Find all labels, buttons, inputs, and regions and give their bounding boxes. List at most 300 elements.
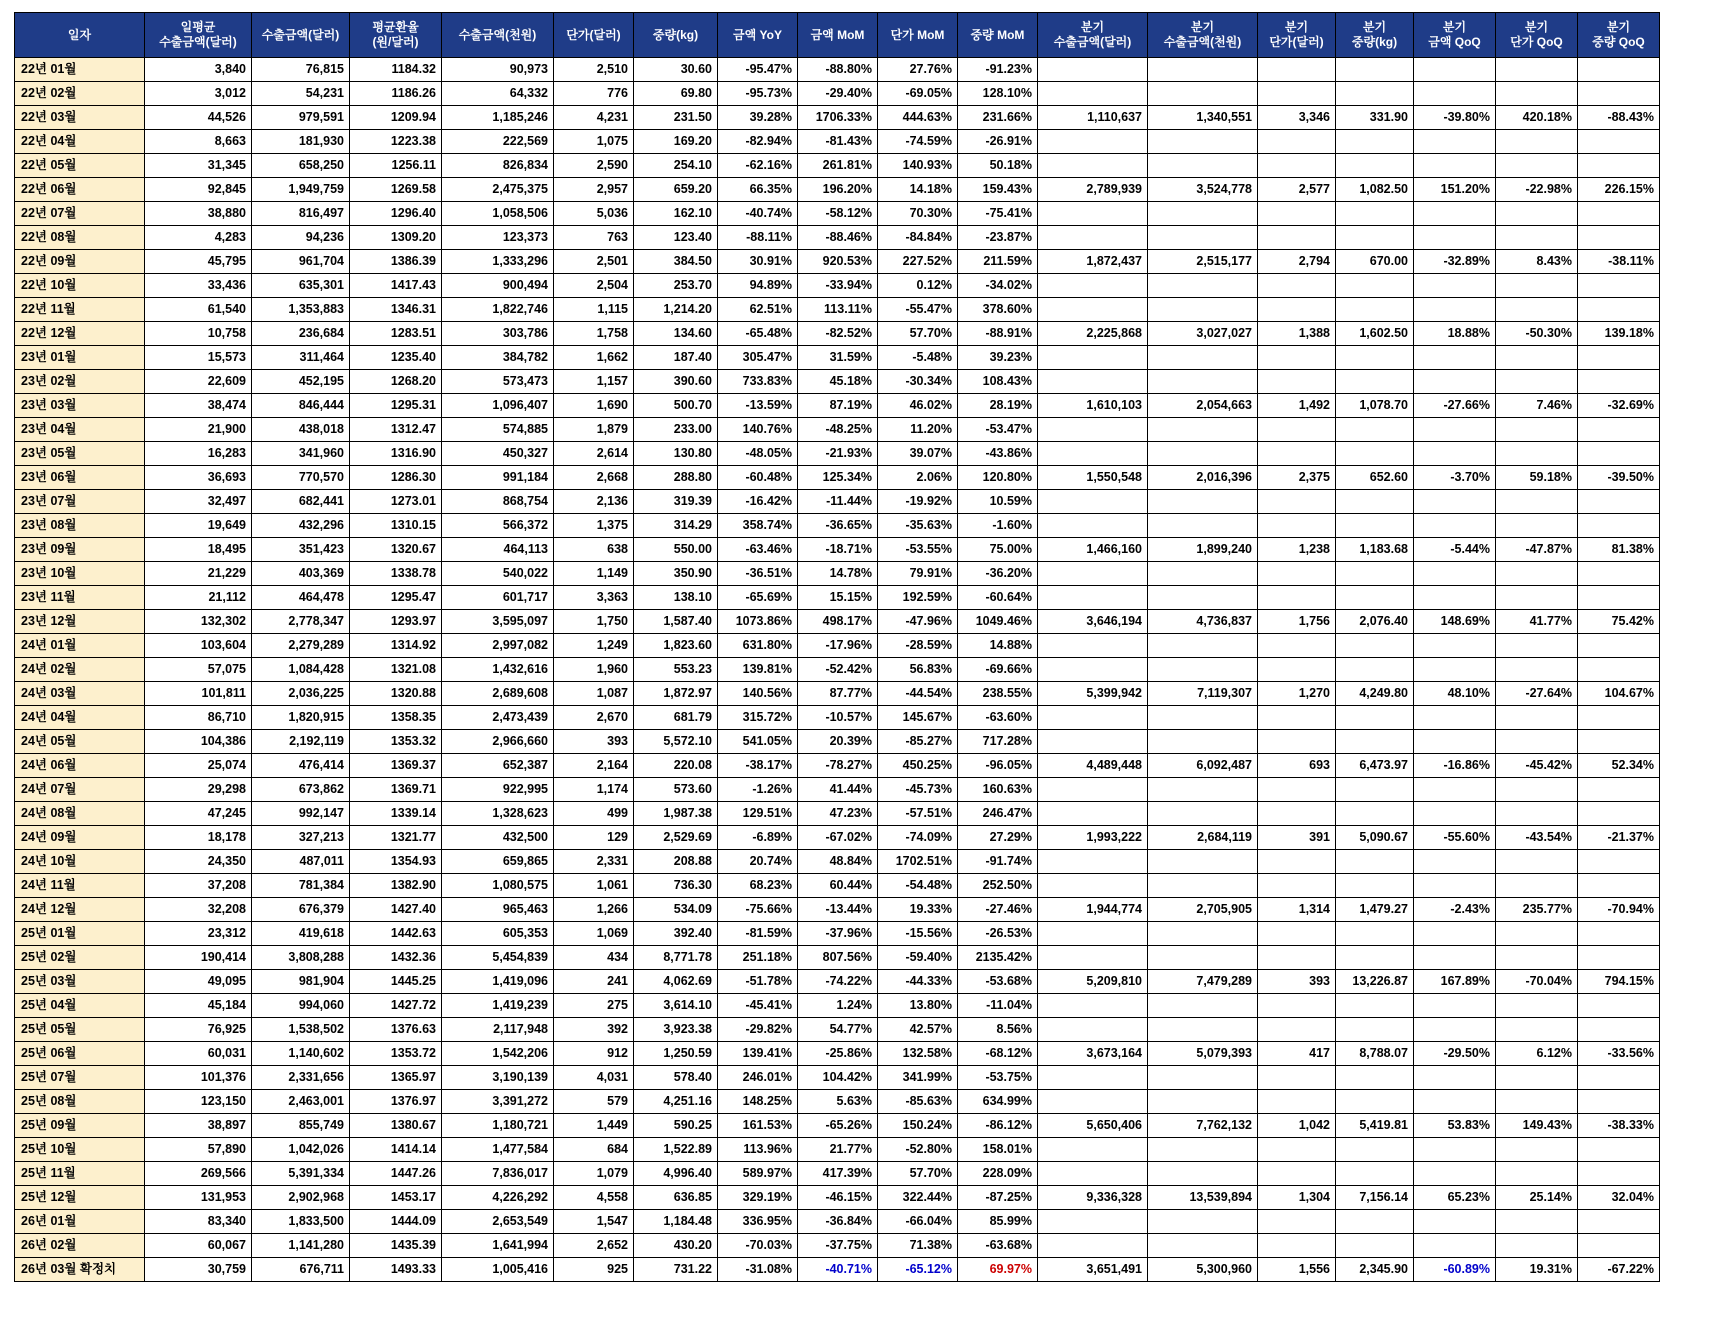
cell-empty[interactable] — [1414, 490, 1496, 514]
cell-number[interactable]: 553.23 — [634, 658, 718, 682]
cell-number[interactable]: 1,477,584 — [442, 1138, 554, 1162]
cell-empty[interactable] — [1336, 562, 1414, 586]
table-row[interactable] — [15, 274, 1660, 298]
cell-number[interactable]: 638 — [554, 538, 634, 562]
cell-number[interactable]: 303,786 — [442, 322, 554, 346]
cell-percent[interactable]: 167.89% — [1414, 970, 1496, 994]
table-row[interactable] — [15, 250, 1660, 274]
cell-number[interactable]: 1,141,280 — [252, 1234, 350, 1258]
cell-percent[interactable]: 151.20% — [1414, 178, 1496, 202]
cell-number[interactable]: 44,526 — [145, 106, 252, 130]
cell-percent[interactable]: -39.80% — [1414, 106, 1496, 130]
cell-percent[interactable]: -70.03% — [718, 1234, 798, 1258]
cell-number[interactable]: 676,711 — [252, 1258, 350, 1282]
cell-empty[interactable] — [1496, 82, 1578, 106]
cell-percent[interactable]: -40.71% — [798, 1258, 878, 1282]
cell-date[interactable]: 22년 03월 — [15, 106, 145, 130]
cell-number[interactable]: 550.00 — [634, 538, 718, 562]
cell-number[interactable]: 1,479.27 — [1336, 898, 1414, 922]
cell-number[interactable]: 1,249 — [554, 634, 634, 658]
cell-empty[interactable] — [1038, 298, 1148, 322]
cell-number[interactable]: 7,156.14 — [1336, 1186, 1414, 1210]
cell-number[interactable]: 1,758 — [554, 322, 634, 346]
cell-number[interactable]: 1414.14 — [350, 1138, 442, 1162]
cell-empty[interactable] — [1336, 370, 1414, 394]
cell-percent[interactable]: 336.95% — [718, 1210, 798, 1234]
cell-number[interactable]: 24,350 — [145, 850, 252, 874]
cell-percent[interactable]: 148.25% — [718, 1090, 798, 1114]
column-header-3[interactable]: 평균환율 (원/달러) — [350, 13, 442, 58]
cell-empty[interactable] — [1336, 202, 1414, 226]
cell-number[interactable]: 1268.20 — [350, 370, 442, 394]
cell-number[interactable]: 6,473.97 — [1336, 754, 1414, 778]
cell-number[interactable]: 573,473 — [442, 370, 554, 394]
cell-number[interactable]: 2,590 — [554, 154, 634, 178]
cell-empty[interactable] — [1148, 1090, 1258, 1114]
cell-empty[interactable] — [1148, 490, 1258, 514]
cell-percent[interactable]: 315.72% — [718, 706, 798, 730]
cell-empty[interactable] — [1038, 802, 1148, 826]
table-row[interactable] — [15, 1018, 1660, 1042]
cell-empty[interactable] — [1496, 346, 1578, 370]
cell-number[interactable]: 3,524,778 — [1148, 178, 1258, 202]
table-row[interactable] — [15, 1186, 1660, 1210]
cell-empty[interactable] — [1578, 1234, 1660, 1258]
cell-empty[interactable] — [1414, 1090, 1496, 1114]
cell-empty[interactable] — [1496, 802, 1578, 826]
cell-number[interactable]: 1427.72 — [350, 994, 442, 1018]
cell-empty[interactable] — [1578, 274, 1660, 298]
cell-number[interactable]: 1,610,103 — [1038, 394, 1148, 418]
cell-empty[interactable] — [1148, 442, 1258, 466]
cell-empty[interactable] — [1258, 730, 1336, 754]
cell-number[interactable]: 104,386 — [145, 730, 252, 754]
cell-number[interactable]: 208.88 — [634, 850, 718, 874]
cell-percent[interactable]: -48.05% — [718, 442, 798, 466]
cell-number[interactable]: 1,180,721 — [442, 1114, 554, 1138]
cell-number[interactable]: 1,096,407 — [442, 394, 554, 418]
cell-number[interactable]: 33,436 — [145, 274, 252, 298]
table-row[interactable] — [15, 802, 1660, 826]
cell-number[interactable]: 684 — [554, 1138, 634, 1162]
cell-empty[interactable] — [1414, 1234, 1496, 1258]
cell-empty[interactable] — [1336, 922, 1414, 946]
cell-empty[interactable] — [1578, 778, 1660, 802]
table-row[interactable] — [15, 1210, 1660, 1234]
cell-number[interactable]: 1,899,240 — [1148, 538, 1258, 562]
cell-number[interactable]: 132,302 — [145, 610, 252, 634]
cell-date[interactable]: 23년 11월 — [15, 586, 145, 610]
cell-number[interactable]: 776 — [554, 82, 634, 106]
table-row[interactable] — [15, 514, 1660, 538]
cell-number[interactable]: 4,251.16 — [634, 1090, 718, 1114]
cell-percent[interactable]: 158.01% — [958, 1138, 1038, 1162]
cell-number[interactable]: 991,184 — [442, 466, 554, 490]
cell-empty[interactable] — [1148, 418, 1258, 442]
cell-number[interactable]: 1,662 — [554, 346, 634, 370]
cell-number[interactable]: 1316.90 — [350, 442, 442, 466]
cell-number[interactable]: 1321.08 — [350, 658, 442, 682]
cell-number[interactable]: 30,759 — [145, 1258, 252, 1282]
cell-date[interactable]: 23년 01월 — [15, 346, 145, 370]
cell-empty[interactable] — [1414, 802, 1496, 826]
cell-number[interactable]: 3,595,097 — [442, 610, 554, 634]
cell-percent[interactable]: 20.74% — [718, 850, 798, 874]
cell-number[interactable]: 1442.63 — [350, 922, 442, 946]
cell-empty[interactable] — [1496, 586, 1578, 610]
cell-empty[interactable] — [1496, 514, 1578, 538]
cell-date[interactable]: 24년 09월 — [15, 826, 145, 850]
cell-number[interactable]: 1417.43 — [350, 274, 442, 298]
cell-number[interactable]: 5,399,942 — [1038, 682, 1148, 706]
cell-empty[interactable] — [1578, 634, 1660, 658]
cell-empty[interactable] — [1496, 1138, 1578, 1162]
cell-number[interactable]: 3,391,272 — [442, 1090, 554, 1114]
table-row[interactable] — [15, 754, 1660, 778]
cell-date[interactable]: 22년 06월 — [15, 178, 145, 202]
cell-percent[interactable]: -27.46% — [958, 898, 1038, 922]
table-row[interactable] — [15, 442, 1660, 466]
cell-percent[interactable]: -85.63% — [878, 1090, 958, 1114]
cell-percent[interactable]: -75.66% — [718, 898, 798, 922]
cell-percent[interactable]: -55.60% — [1414, 826, 1496, 850]
cell-empty[interactable] — [1414, 658, 1496, 682]
cell-empty[interactable] — [1038, 58, 1148, 82]
cell-number[interactable]: 1445.25 — [350, 970, 442, 994]
cell-empty[interactable] — [1336, 586, 1414, 610]
column-header-16[interactable]: 분기 단가 QoQ — [1496, 13, 1578, 58]
cell-empty[interactable] — [1258, 850, 1336, 874]
cell-date[interactable]: 23년 04월 — [15, 418, 145, 442]
cell-percent[interactable]: -36.65% — [798, 514, 878, 538]
table-row[interactable] — [15, 562, 1660, 586]
cell-empty[interactable] — [1578, 58, 1660, 82]
cell-empty[interactable] — [1038, 130, 1148, 154]
cell-number[interactable]: 636.85 — [634, 1186, 718, 1210]
cell-number[interactable]: 21,112 — [145, 586, 252, 610]
cell-percent[interactable]: -29.82% — [718, 1018, 798, 1042]
cell-percent[interactable]: 81.38% — [1578, 538, 1660, 562]
column-header-2[interactable]: 수출금액(달러) — [252, 13, 350, 58]
cell-number[interactable]: 1,078.70 — [1336, 394, 1414, 418]
cell-number[interactable]: 86,710 — [145, 706, 252, 730]
cell-percent[interactable]: 140.76% — [718, 418, 798, 442]
cell-percent[interactable]: -36.84% — [798, 1210, 878, 1234]
cell-percent[interactable]: -75.41% — [958, 202, 1038, 226]
cell-number[interactable]: 6,092,487 — [1148, 754, 1258, 778]
cell-number[interactable]: 4,062.69 — [634, 970, 718, 994]
cell-percent[interactable]: 1049.46% — [958, 610, 1038, 634]
cell-empty[interactable] — [1496, 874, 1578, 898]
table-row[interactable] — [15, 778, 1660, 802]
cell-percent[interactable]: 75.42% — [1578, 610, 1660, 634]
cell-number[interactable]: 1,375 — [554, 514, 634, 538]
cell-number[interactable]: 314.29 — [634, 514, 718, 538]
cell-number[interactable]: 1,079 — [554, 1162, 634, 1186]
cell-number[interactable]: 1353.72 — [350, 1042, 442, 1066]
cell-percent[interactable]: -10.57% — [798, 706, 878, 730]
cell-percent[interactable]: 145.67% — [878, 706, 958, 730]
cell-number[interactable]: 47,245 — [145, 802, 252, 826]
table-row[interactable] — [15, 1234, 1660, 1258]
cell-date[interactable]: 22년 01월 — [15, 58, 145, 82]
cell-empty[interactable] — [1038, 586, 1148, 610]
cell-empty[interactable] — [1336, 658, 1414, 682]
cell-percent[interactable]: 62.51% — [718, 298, 798, 322]
cell-number[interactable]: 162.10 — [634, 202, 718, 226]
cell-percent[interactable]: 150.24% — [878, 1114, 958, 1138]
cell-percent[interactable]: 41.77% — [1496, 610, 1578, 634]
cell-empty[interactable] — [1258, 58, 1336, 82]
table-row[interactable] — [15, 538, 1660, 562]
cell-number[interactable]: 8,771.78 — [634, 946, 718, 970]
cell-number[interactable]: 7,479,289 — [1148, 970, 1258, 994]
cell-percent[interactable]: 140.56% — [718, 682, 798, 706]
cell-percent[interactable]: 378.60% — [958, 298, 1038, 322]
table-row[interactable] — [15, 178, 1660, 202]
cell-number[interactable]: 1,005,416 — [442, 1258, 554, 1282]
cell-empty[interactable] — [1336, 1162, 1414, 1186]
cell-number[interactable]: 965,463 — [442, 898, 554, 922]
cell-number[interactable]: 7,762,132 — [1148, 1114, 1258, 1138]
cell-percent[interactable]: 19.31% — [1496, 1258, 1578, 1282]
cell-number[interactable]: 1296.40 — [350, 202, 442, 226]
cell-percent[interactable]: 129.51% — [718, 802, 798, 826]
cell-percent[interactable]: 128.10% — [958, 82, 1038, 106]
cell-empty[interactable] — [1038, 706, 1148, 730]
cell-number[interactable]: 1369.71 — [350, 778, 442, 802]
cell-number[interactable]: 2,515,177 — [1148, 250, 1258, 274]
cell-date[interactable]: 25년 08월 — [15, 1090, 145, 1114]
cell-number[interactable]: 49,095 — [145, 970, 252, 994]
cell-empty[interactable] — [1496, 922, 1578, 946]
column-header-11[interactable]: 분기 수출금액(달러) — [1038, 13, 1148, 58]
cell-number[interactable]: 8,788.07 — [1336, 1042, 1414, 1066]
cell-empty[interactable] — [1496, 274, 1578, 298]
cell-empty[interactable] — [1258, 802, 1336, 826]
cell-number[interactable]: 123.40 — [634, 226, 718, 250]
cell-number[interactable]: 275 — [554, 994, 634, 1018]
cell-percent[interactable]: -44.33% — [878, 970, 958, 994]
column-header-10[interactable]: 중량 MoM — [958, 13, 1038, 58]
cell-percent[interactable]: 8.56% — [958, 1018, 1038, 1042]
cell-percent[interactable]: -95.73% — [718, 82, 798, 106]
cell-percent[interactable]: 139.18% — [1578, 322, 1660, 346]
cell-number[interactable]: 32,208 — [145, 898, 252, 922]
cell-empty[interactable] — [1578, 658, 1660, 682]
cell-date[interactable]: 22년 05월 — [15, 154, 145, 178]
cell-empty[interactable] — [1258, 514, 1336, 538]
cell-percent[interactable]: -82.94% — [718, 130, 798, 154]
cell-percent[interactable]: -81.59% — [718, 922, 798, 946]
cell-number[interactable]: 392 — [554, 1018, 634, 1042]
cell-empty[interactable] — [1414, 1018, 1496, 1042]
cell-number[interactable]: 1,602.50 — [1336, 322, 1414, 346]
cell-empty[interactable] — [1258, 490, 1336, 514]
cell-number[interactable]: 101,376 — [145, 1066, 252, 1090]
cell-number[interactable]: 1293.97 — [350, 610, 442, 634]
cell-number[interactable]: 76,925 — [145, 1018, 252, 1042]
cell-percent[interactable]: -43.54% — [1496, 826, 1578, 850]
cell-number[interactable]: 605,353 — [442, 922, 554, 946]
cell-percent[interactable]: -37.96% — [798, 922, 878, 946]
cell-empty[interactable] — [1336, 778, 1414, 802]
cell-number[interactable]: 578.40 — [634, 1066, 718, 1090]
cell-number[interactable]: 1,149 — [554, 562, 634, 586]
cell-number[interactable]: 1273.01 — [350, 490, 442, 514]
cell-percent[interactable]: -62.16% — [718, 154, 798, 178]
cell-percent[interactable]: -11.04% — [958, 994, 1038, 1018]
cell-number[interactable]: 1,949,759 — [252, 178, 350, 202]
cell-number[interactable]: 254.10 — [634, 154, 718, 178]
cell-empty[interactable] — [1038, 226, 1148, 250]
cell-number[interactable]: 1453.17 — [350, 1186, 442, 1210]
cell-percent[interactable]: 1702.51% — [878, 850, 958, 874]
cell-percent[interactable]: -1.26% — [718, 778, 798, 802]
cell-number[interactable]: 3,363 — [554, 586, 634, 610]
cell-empty[interactable] — [1148, 514, 1258, 538]
cell-number[interactable]: 693 — [1258, 754, 1336, 778]
cell-date[interactable]: 24년 06월 — [15, 754, 145, 778]
cell-number[interactable]: 187.40 — [634, 346, 718, 370]
cell-empty[interactable] — [1336, 1018, 1414, 1042]
cell-percent[interactable]: 39.28% — [718, 106, 798, 130]
cell-percent[interactable]: -36.20% — [958, 562, 1038, 586]
cell-percent[interactable]: -1.60% — [958, 514, 1038, 538]
table-row[interactable] — [15, 370, 1660, 394]
cell-number[interactable]: 1,833,500 — [252, 1210, 350, 1234]
cell-empty[interactable] — [1496, 850, 1578, 874]
cell-percent[interactable]: -32.89% — [1414, 250, 1496, 274]
cell-percent[interactable]: 149.43% — [1496, 1114, 1578, 1138]
cell-number[interactable]: 1,690 — [554, 394, 634, 418]
cell-empty[interactable] — [1496, 706, 1578, 730]
table-row[interactable] — [15, 154, 1660, 178]
cell-empty[interactable] — [1496, 946, 1578, 970]
cell-empty[interactable] — [1148, 346, 1258, 370]
cell-empty[interactable] — [1038, 82, 1148, 106]
cell-empty[interactable] — [1258, 442, 1336, 466]
cell-empty[interactable] — [1414, 370, 1496, 394]
table-row[interactable] — [15, 346, 1660, 370]
cell-number[interactable]: 487,011 — [252, 850, 350, 874]
cell-empty[interactable] — [1038, 202, 1148, 226]
cell-date[interactable]: 24년 11월 — [15, 874, 145, 898]
table-row[interactable] — [15, 202, 1660, 226]
cell-number[interactable]: 2,164 — [554, 754, 634, 778]
cell-number[interactable]: 432,500 — [442, 826, 554, 850]
cell-percent[interactable]: -53.47% — [958, 418, 1038, 442]
cell-empty[interactable] — [1496, 1210, 1578, 1234]
cell-number[interactable]: 1,075 — [554, 130, 634, 154]
cell-number[interactable]: 4,489,448 — [1038, 754, 1148, 778]
cell-empty[interactable] — [1038, 922, 1148, 946]
cell-empty[interactable] — [1578, 1090, 1660, 1114]
cell-number[interactable]: 90,973 — [442, 58, 554, 82]
cell-date[interactable]: 22년 02월 — [15, 82, 145, 106]
cell-empty[interactable] — [1336, 802, 1414, 826]
cell-empty[interactable] — [1258, 658, 1336, 682]
cell-percent[interactable]: 226.15% — [1578, 178, 1660, 202]
cell-number[interactable]: 912 — [554, 1042, 634, 1066]
cell-percent[interactable]: 66.35% — [718, 178, 798, 202]
cell-empty[interactable] — [1578, 994, 1660, 1018]
column-header-0[interactable]: 일자 — [15, 13, 145, 58]
table-row[interactable] — [15, 970, 1660, 994]
cell-number[interactable]: 574,885 — [442, 418, 554, 442]
column-header-17[interactable]: 분기 중량 QoQ — [1578, 13, 1660, 58]
cell-empty[interactable] — [1578, 706, 1660, 730]
cell-number[interactable]: 1,270 — [1258, 682, 1336, 706]
cell-empty[interactable] — [1578, 1210, 1660, 1234]
cell-number[interactable]: 1209.94 — [350, 106, 442, 130]
cell-number[interactable]: 18,495 — [145, 538, 252, 562]
cell-number[interactable]: 2,076.40 — [1336, 610, 1414, 634]
cell-number[interactable]: 37,208 — [145, 874, 252, 898]
column-header-5[interactable]: 단가(달러) — [554, 13, 634, 58]
cell-number[interactable]: 1,879 — [554, 418, 634, 442]
table-row[interactable] — [15, 994, 1660, 1018]
cell-percent[interactable]: -67.22% — [1578, 1258, 1660, 1282]
table-row[interactable] — [15, 418, 1660, 442]
cell-number[interactable]: 1,069 — [554, 922, 634, 946]
cell-number[interactable]: 2,054,663 — [1148, 394, 1258, 418]
cell-percent[interactable]: 60.44% — [798, 874, 878, 898]
cell-empty[interactable] — [1258, 298, 1336, 322]
cell-percent[interactable]: -25.86% — [798, 1042, 878, 1066]
cell-percent[interactable]: 498.17% — [798, 610, 878, 634]
cell-number[interactable]: 781,384 — [252, 874, 350, 898]
cell-date[interactable]: 25년 02월 — [15, 946, 145, 970]
cell-empty[interactable] — [1336, 1090, 1414, 1114]
cell-number[interactable]: 1,185,246 — [442, 106, 554, 130]
cell-percent[interactable]: 159.43% — [958, 178, 1038, 202]
cell-empty[interactable] — [1578, 82, 1660, 106]
cell-number[interactable]: 3,673,164 — [1038, 1042, 1148, 1066]
cell-empty[interactable] — [1496, 490, 1578, 514]
table-row[interactable] — [15, 1090, 1660, 1114]
cell-number[interactable]: 994,060 — [252, 994, 350, 1018]
cell-percent[interactable]: -29.40% — [798, 82, 878, 106]
cell-empty[interactable] — [1336, 1234, 1414, 1258]
cell-percent[interactable]: 65.23% — [1414, 1186, 1496, 1210]
cell-number[interactable]: 21,229 — [145, 562, 252, 586]
cell-number[interactable]: 241 — [554, 970, 634, 994]
cell-percent[interactable]: 52.34% — [1578, 754, 1660, 778]
cell-number[interactable]: 4,249.80 — [1336, 682, 1414, 706]
cell-empty[interactable] — [1336, 442, 1414, 466]
cell-empty[interactable] — [1496, 994, 1578, 1018]
cell-percent[interactable]: 140.93% — [878, 154, 958, 178]
cell-empty[interactable] — [1414, 874, 1496, 898]
cell-number[interactable]: 384,782 — [442, 346, 554, 370]
cell-percent[interactable]: -33.56% — [1578, 1042, 1660, 1066]
cell-empty[interactable] — [1038, 874, 1148, 898]
cell-percent[interactable]: -29.50% — [1414, 1042, 1496, 1066]
cell-number[interactable]: 900,494 — [442, 274, 554, 298]
cell-percent[interactable]: 541.05% — [718, 730, 798, 754]
cell-number[interactable]: 13,226.87 — [1336, 970, 1414, 994]
cell-number[interactable]: 76,815 — [252, 58, 350, 82]
column-header-4[interactable]: 수출금액(천원) — [442, 13, 554, 58]
cell-percent[interactable]: -81.43% — [798, 130, 878, 154]
cell-number[interactable]: 1,987.38 — [634, 802, 718, 826]
cell-empty[interactable] — [1414, 1210, 1496, 1234]
cell-percent[interactable]: -13.44% — [798, 898, 878, 922]
cell-empty[interactable] — [1148, 130, 1258, 154]
cell-percent[interactable]: -48.25% — [798, 418, 878, 442]
cell-number[interactable]: 2,689,608 — [442, 682, 554, 706]
